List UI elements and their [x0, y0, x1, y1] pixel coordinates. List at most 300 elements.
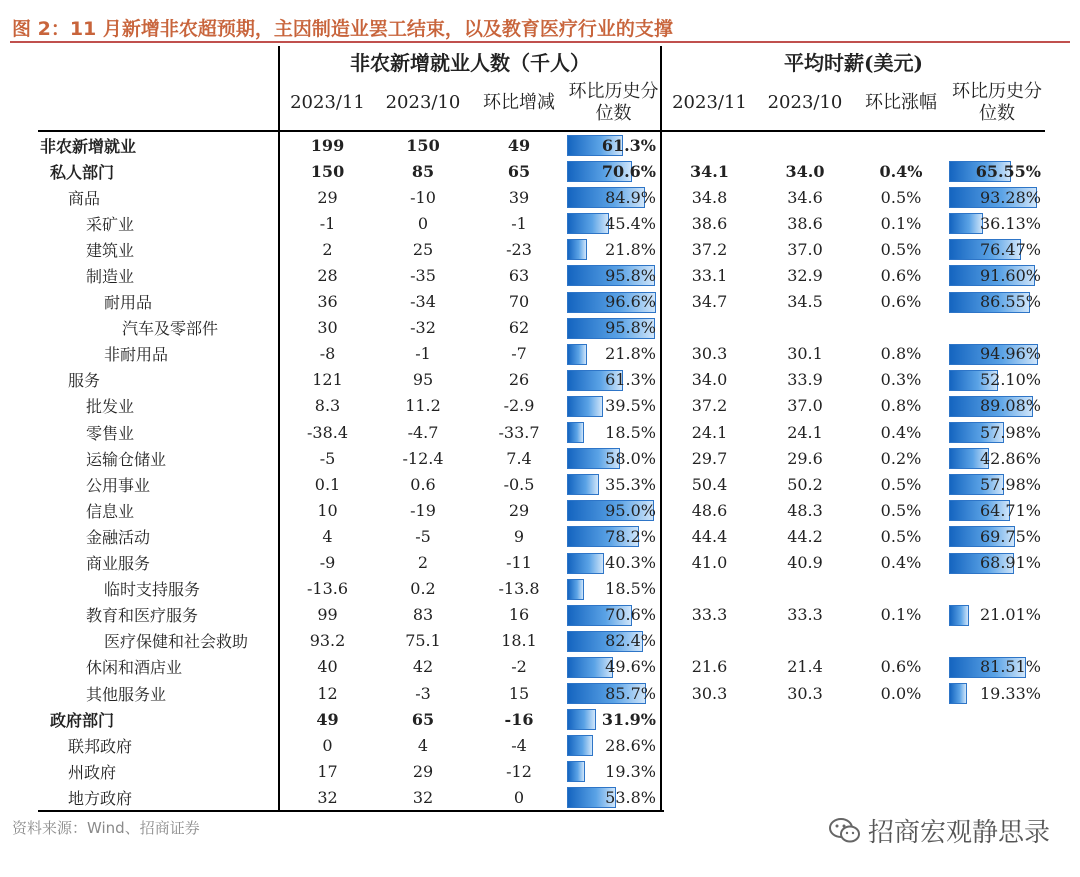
wage-2023-10: 38.6 [787, 213, 823, 233]
row-label: 信息业 [86, 501, 135, 521]
percentile-value: 61.3% [605, 370, 656, 390]
row-label: 其他服务业 [86, 684, 167, 704]
jobs-percentile-cell [567, 419, 661, 445]
jobs-2023-11: 12 [279, 680, 375, 706]
jobs-2023-10: -4.7 [407, 422, 439, 442]
wage-2023-11 [661, 706, 757, 732]
row-label: 耐用品 [104, 293, 153, 313]
table-row [38, 523, 1045, 549]
wage-percentile-cell [949, 732, 1045, 758]
jobs-percentile-cell [567, 236, 661, 262]
wage-2023-11: 30.3 [661, 341, 757, 367]
table-row [38, 367, 1045, 393]
table-row [38, 628, 1045, 654]
watermark [828, 812, 1050, 849]
jobs-change: -2 [511, 657, 527, 677]
wage-percentile-cell [949, 315, 1045, 341]
wage-2023-10: 40.9 [787, 553, 823, 573]
jobs-percentile-cell [567, 262, 661, 288]
header-blank [38, 46, 279, 76]
wage-percentile-cell [949, 680, 1045, 706]
row-label: 商业服务 [86, 554, 151, 574]
percentile-value: 95.8% [605, 266, 656, 286]
wage-change [853, 784, 949, 810]
jobs-change: 39 [508, 187, 530, 207]
employment-table [38, 46, 1045, 810]
jobs-change: 9 [513, 526, 525, 546]
jobs-2023-11: 8.3 [279, 393, 375, 419]
wage-percentile-cell [949, 158, 1045, 184]
col-header: 环比历史分位数 [952, 81, 1042, 124]
wage-change: 0.0% [880, 683, 922, 703]
wage-change: 0.3% [880, 370, 922, 390]
wage-2023-10 [757, 706, 853, 732]
percentile-value: 64.71% [979, 500, 1041, 520]
jobs-change: 7.4 [506, 448, 532, 468]
jobs-2023-10: -32 [410, 318, 436, 338]
jobs-percentile-cell [567, 628, 661, 654]
percentile-value: 49.6% [605, 657, 656, 677]
jobs-percentile-cell [567, 341, 661, 367]
percentile-value: 52.10% [979, 370, 1041, 390]
jobs-percentile-cell [567, 393, 661, 419]
row-label: 公用事业 [86, 475, 151, 495]
col-header: 2023/11 [279, 76, 375, 131]
header-column-row [38, 76, 1045, 131]
jobs-2023-11: 2 [279, 236, 375, 262]
wechat-icon [828, 817, 862, 845]
percentile-value: 58.0% [605, 448, 656, 468]
wage-change: 0.8% [880, 344, 922, 364]
table-row [38, 393, 1045, 419]
jobs-change: -16 [504, 709, 534, 729]
jobs-2023-10: -5 [415, 526, 431, 546]
wage-2023-10: 32.9 [787, 266, 823, 286]
wage-percentile-cell [949, 576, 1045, 602]
percentile-value: 42.86% [979, 448, 1041, 468]
row-label: 私人部门 [50, 162, 115, 182]
jobs-percentile-cell [567, 315, 661, 341]
jobs-percentile-cell [567, 158, 661, 184]
jobs-2023-11: 32 [279, 784, 375, 810]
row-label: 政府部门 [50, 710, 115, 730]
wage-change [853, 315, 949, 341]
wage-2023-10 [757, 732, 853, 758]
percentile-value: 70.6% [605, 605, 656, 625]
jobs-change: 29 [508, 500, 530, 520]
wage-change: 0.5% [880, 500, 922, 520]
jobs-change: 0 [513, 787, 525, 807]
jobs-change: -0.5 [503, 474, 535, 494]
wage-2023-11: 37.2 [661, 393, 757, 419]
wage-change: 0.6% [880, 657, 922, 677]
table-row [38, 602, 1045, 628]
jobs-2023-10: 0.6 [410, 474, 436, 494]
row-label: 汽车及零部件 [122, 319, 219, 339]
wage-2023-11 [661, 315, 757, 341]
jobs-2023-11: 29 [279, 184, 375, 210]
wage-change: 0.5% [880, 187, 922, 207]
table-row [38, 419, 1045, 445]
jobs-2023-10: -19 [410, 500, 436, 520]
jobs-2023-11: 40 [279, 654, 375, 680]
wage-2023-10: 34.5 [787, 292, 823, 312]
jobs-2023-10: 75.1 [405, 631, 441, 651]
percentile-value: 18.5% [605, 422, 656, 442]
jobs-2023-11: -5 [279, 445, 375, 471]
wage-2023-11: 50.4 [661, 471, 757, 497]
percentile-value: 28.6% [605, 735, 656, 755]
wage-change: 0.1% [880, 213, 922, 233]
wage-2023-10: 48.3 [787, 500, 823, 520]
percentile-value: 35.3% [605, 474, 656, 494]
table-row [38, 236, 1045, 262]
wage-2023-11: 21.6 [661, 654, 757, 680]
wage-2023-11: 34.8 [661, 184, 757, 210]
wage-percentile-cell [949, 419, 1045, 445]
wage-2023-10: 50.2 [787, 474, 823, 494]
row-label: 临时支持服务 [104, 580, 201, 600]
row-label: 批发业 [86, 397, 135, 417]
percentile-value: 19.33% [979, 683, 1041, 703]
percentile-value: 91.60% [979, 266, 1041, 286]
row-label: 零售业 [86, 423, 135, 443]
percentile-value: 93.28% [979, 187, 1041, 207]
col-header: 2023/11 [661, 76, 757, 131]
wage-2023-11: 34.1 [661, 158, 757, 184]
wage-change: 0.4% [879, 161, 923, 181]
jobs-percentile-cell [567, 471, 661, 497]
jobs-percentile-cell [567, 445, 661, 471]
percentile-value: 40.3% [605, 553, 656, 573]
jobs-2023-11: 36 [279, 289, 375, 315]
wage-2023-10: 24.1 [787, 422, 823, 442]
wage-percentile-cell [949, 784, 1045, 810]
wage-2023-11: 33.3 [661, 602, 757, 628]
percentile-value: 70.6% [601, 161, 656, 181]
row-label: 地方政府 [68, 788, 133, 808]
percentile-value: 78.2% [605, 526, 656, 546]
jobs-2023-11: 0 [279, 732, 375, 758]
row-label: 商品 [68, 188, 101, 208]
wage-2023-11 [661, 576, 757, 602]
row-label: 休闲和酒店业 [86, 658, 183, 678]
wage-2023-11 [661, 628, 757, 654]
percentile-value: 94.96% [979, 344, 1041, 364]
wage-change [853, 706, 949, 732]
wage-percentile-cell [949, 262, 1045, 288]
wage-change [853, 732, 949, 758]
wage-percentile-cell [949, 523, 1045, 549]
jobs-2023-11: -9 [279, 550, 375, 576]
table-row [38, 131, 1045, 158]
jobs-percentile-cell [567, 654, 661, 680]
jobs-change: -12 [506, 761, 532, 781]
wage-change: 0.8% [880, 396, 922, 416]
wage-2023-10: 30.1 [787, 344, 823, 364]
percentile-value: 57.98% [979, 474, 1041, 494]
col-header: 2023/10 [767, 92, 843, 113]
jobs-change: 70 [508, 292, 530, 312]
row-label: 制造业 [86, 267, 135, 287]
table-row [38, 158, 1045, 184]
table-row [38, 654, 1045, 680]
jobs-2023-10: -1 [415, 344, 431, 364]
percentile-value: 21.01% [979, 605, 1041, 625]
table-row [38, 576, 1045, 602]
jobs-change: -2.9 [503, 396, 535, 416]
jobs-percentile-cell [567, 784, 661, 810]
wage-change [853, 576, 949, 602]
wage-2023-10 [757, 315, 853, 341]
wage-change: 0.5% [880, 526, 922, 546]
wage-2023-11 [661, 784, 757, 810]
wage-2023-10: 30.3 [787, 683, 823, 703]
jobs-2023-10: 0 [417, 213, 429, 233]
percentile-value: 82.4% [605, 631, 656, 651]
wage-percentile-cell [949, 393, 1045, 419]
jobs-percentile-cell [567, 602, 661, 628]
jobs-2023-10: -35 [410, 266, 436, 286]
wage-2023-11: 41.0 [661, 550, 757, 576]
wage-2023-11 [661, 758, 757, 784]
percentile-value: 57.98% [979, 422, 1041, 442]
jobs-change: 65 [507, 161, 531, 181]
percentile-value: 68.91% [979, 553, 1041, 573]
wage-percentile-cell [949, 758, 1045, 784]
percentile-value: 81.51% [979, 657, 1041, 677]
jobs-2023-10: 4 [417, 735, 429, 755]
wage-percentile-cell [949, 184, 1045, 210]
wage-2023-11: 37.2 [661, 236, 757, 262]
wage-change: 0.5% [880, 239, 922, 259]
percentile-value: 95.8% [605, 318, 656, 338]
percentile-value: 31.9% [601, 709, 656, 729]
wage-percentile-cell [949, 706, 1045, 732]
jobs-percentile-cell [567, 367, 661, 393]
jobs-2023-10: 83 [412, 605, 434, 625]
jobs-change: -7 [511, 344, 527, 364]
jobs-2023-10: 11.2 [405, 396, 441, 416]
wage-2023-10: 34.0 [785, 161, 825, 181]
wage-percentile-cell [949, 210, 1045, 236]
percentile-value: 21.8% [605, 239, 656, 259]
table-row [38, 784, 1045, 810]
jobs-2023-10: 95 [412, 370, 434, 390]
table-row [38, 445, 1045, 471]
wage-2023-10: 34.6 [787, 187, 823, 207]
wage-2023-10 [757, 758, 853, 784]
jobs-2023-11: -13.6 [279, 576, 375, 602]
jobs-change: -23 [506, 239, 532, 259]
wage-percentile-cell [949, 654, 1045, 680]
jobs-2023-10: 29 [412, 761, 434, 781]
jobs-change: -11 [506, 553, 532, 573]
row-label: 教育和医疗服务 [86, 606, 199, 626]
col-header: 环比涨幅 [865, 92, 937, 113]
table-row [38, 550, 1045, 576]
wage-percentile-cell [949, 497, 1045, 523]
table-row [38, 315, 1045, 341]
wage-2023-10: 33.9 [787, 370, 823, 390]
jobs-2023-11: 49 [279, 706, 375, 732]
table-row [38, 341, 1045, 367]
row-label: 服务 [68, 371, 101, 391]
jobs-percentile-cell [567, 497, 661, 523]
percentile-value: 65.55% [975, 161, 1041, 181]
wage-2023-10 [757, 628, 853, 654]
wage-change: 0.6% [880, 292, 922, 312]
jobs-2023-11: 93.2 [279, 628, 375, 654]
jobs-change: -4 [511, 735, 527, 755]
jobs-2023-11: 150 [279, 158, 375, 184]
percentile-value: 36.13% [979, 213, 1041, 233]
row-label: 运输仓储业 [86, 449, 167, 469]
jobs-percentile-cell [567, 289, 661, 315]
wage-change: 0.5% [880, 474, 922, 494]
wage-2023-10 [757, 576, 853, 602]
row-label: 采矿业 [86, 214, 135, 234]
figure-title: 图 2：11 月新增非农超预期，主因制造业罢工结束，以及教育医疗行业的支撑 [12, 18, 673, 40]
table-row [38, 210, 1045, 236]
watermark-text: 招商宏观静思录 [867, 818, 1050, 848]
wage-2023-11: 33.1 [661, 262, 757, 288]
percentile-value: 18.5% [605, 579, 656, 599]
table-row [38, 289, 1045, 315]
wage-2023-11: 24.1 [661, 419, 757, 445]
row-label: 非耐用品 [104, 345, 169, 365]
jobs-2023-11: 17 [279, 758, 375, 784]
jobs-percentile-cell [567, 184, 661, 210]
wage-2023-11: 34.0 [661, 367, 757, 393]
wage-2023-10: 33.3 [787, 605, 823, 625]
wage-2023-10: 21.4 [787, 657, 823, 677]
wage-percentile-cell [949, 289, 1045, 315]
percentile-value: 95.0% [605, 500, 656, 520]
percentile-value: 19.3% [605, 761, 656, 781]
wage-change: 0.4% [880, 553, 922, 573]
jobs-2023-10: -3 [415, 683, 431, 703]
jobs-2023-10: 42 [412, 657, 434, 677]
title-divider [10, 41, 1070, 43]
jobs-change: 26 [508, 370, 530, 390]
row-label: 联邦政府 [68, 736, 133, 756]
wage-percentile-cell [949, 445, 1045, 471]
wage-2023-10 [757, 131, 853, 158]
table-row [38, 732, 1045, 758]
jobs-2023-10: 85 [411, 161, 435, 181]
jobs-change: 16 [508, 605, 530, 625]
percentile-value: 61.3% [601, 135, 656, 155]
percentile-value: 69.75% [979, 526, 1041, 546]
jobs-2023-11: 28 [279, 262, 375, 288]
jobs-percentile-cell [567, 131, 661, 158]
table-row [38, 262, 1045, 288]
wage-2023-11 [661, 732, 757, 758]
table-row [38, 758, 1045, 784]
wage-2023-10: 37.0 [787, 396, 823, 416]
jobs-2023-10: -34 [410, 292, 436, 312]
percentile-value: 85.7% [605, 683, 656, 703]
jobs-2023-10: -12.4 [402, 448, 444, 468]
percentile-value: 76.47% [979, 239, 1041, 259]
wage-change: 0.1% [880, 605, 922, 625]
header-group-wages: 平均时薪(美元) [661, 46, 1045, 76]
jobs-change: 62 [508, 318, 530, 338]
jobs-percentile-cell [567, 706, 661, 732]
wage-2023-11: 44.4 [661, 523, 757, 549]
jobs-change: 63 [508, 266, 530, 286]
jobs-change: -1 [511, 213, 527, 233]
source-note: 资料来源：Wind、招商证券 [12, 819, 200, 837]
wage-percentile-cell [949, 628, 1045, 654]
jobs-percentile-cell [567, 550, 661, 576]
jobs-2023-11: -8 [279, 341, 375, 367]
wage-2023-10 [757, 784, 853, 810]
wage-2023-10: 44.2 [787, 526, 823, 546]
percentile-value: 86.55% [979, 292, 1041, 312]
row-label: 金融活动 [86, 527, 151, 547]
wage-percentile-cell [949, 602, 1045, 628]
wage-change [853, 758, 949, 784]
jobs-2023-11: 10 [279, 497, 375, 523]
table-row [38, 471, 1045, 497]
percentile-value: 96.6% [605, 292, 656, 312]
wage-percentile-cell [949, 341, 1045, 367]
jobs-2023-11: 99 [279, 602, 375, 628]
percentile-value: 39.5% [605, 396, 656, 416]
jobs-2023-11: -1 [279, 210, 375, 236]
wage-percentile-cell [949, 236, 1045, 262]
jobs-percentile-cell [567, 210, 661, 236]
percentile-value: 53.8% [605, 787, 656, 807]
row-label: 建筑业 [86, 240, 135, 260]
row-label: 州政府 [68, 762, 117, 782]
jobs-2023-10: -10 [410, 187, 436, 207]
percentile-value: 45.4% [605, 213, 656, 233]
wage-2023-11: 48.6 [661, 497, 757, 523]
table-bottom-rule [38, 810, 664, 812]
wage-change: 0.4% [880, 422, 922, 442]
header-group-employment: 非农新增就业人数（千人） [279, 46, 661, 76]
col-header: 环比历史分位数 [568, 81, 659, 124]
jobs-2023-11: 30 [279, 315, 375, 341]
jobs-change: 15 [508, 683, 530, 703]
jobs-2023-11: 199 [279, 131, 375, 158]
jobs-2023-11: 4 [279, 523, 375, 549]
jobs-percentile-cell [567, 680, 661, 706]
jobs-change: 49 [507, 135, 531, 155]
jobs-2023-11: 0.1 [279, 471, 375, 497]
wage-2023-11 [661, 131, 757, 158]
wage-2023-11: 34.7 [661, 289, 757, 315]
header-blank-2 [38, 76, 279, 131]
jobs-2023-11: 121 [279, 367, 375, 393]
col-header: 2023/10 [385, 92, 461, 113]
jobs-2023-10: 0.2 [410, 579, 436, 599]
wage-change [853, 131, 949, 158]
jobs-2023-10: 150 [406, 135, 440, 155]
jobs-change: -33.7 [498, 422, 540, 442]
jobs-change: -13.8 [498, 579, 540, 599]
wage-2023-11: 30.3 [661, 680, 757, 706]
wage-percentile-cell [949, 550, 1045, 576]
jobs-2023-10: 32 [412, 787, 434, 807]
jobs-percentile-cell [567, 758, 661, 784]
wage-percentile-cell [949, 131, 1045, 158]
wage-2023-10: 37.0 [787, 239, 823, 259]
jobs-2023-10: 65 [411, 709, 435, 729]
